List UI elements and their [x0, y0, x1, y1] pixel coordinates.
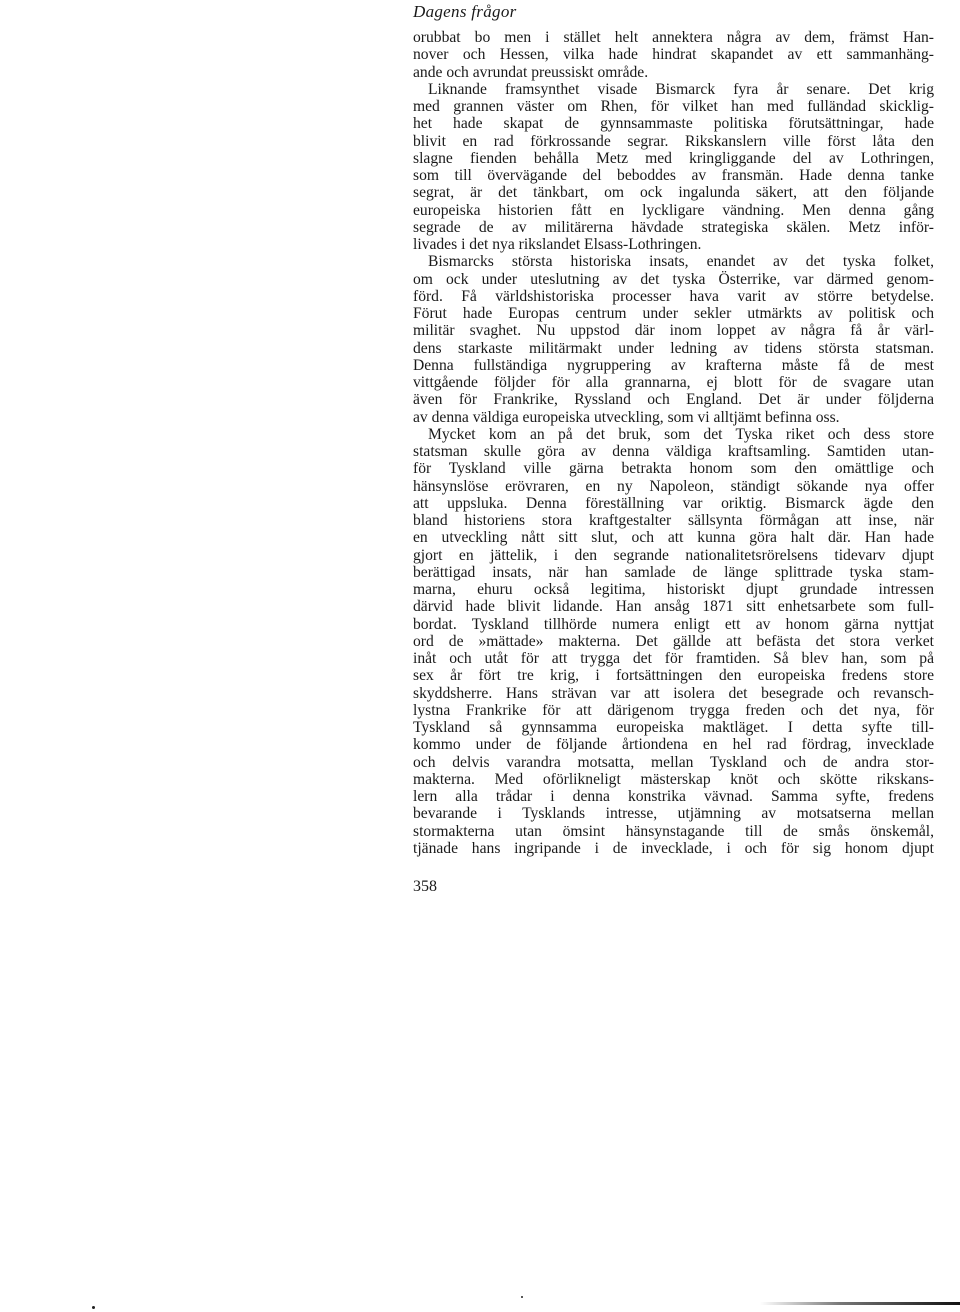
text-line: blivit en rad förkrossande segrar. Rikskanslern ville först låta den [413, 132, 934, 150]
text-line: nover och Hessen, vilka hade hindrat skapandet av ett sammanhäng- [413, 46, 934, 64]
text-line: lystna Frankrike för att därigenom trygga freden och det nya, för [413, 701, 934, 719]
text-line: gjort en jättelik, i den segrande nationalitetsrörelsens tidevarv djupt [413, 546, 934, 564]
scan-edge-mark [760, 1302, 960, 1305]
text-line: segrat, är det tänkbart, om ock ingalunda säkert, att den följande [413, 184, 934, 202]
text-line: Förut hade Europas centrum under sekler utmärkts av politisk och [413, 305, 934, 322]
text-line: för Tyskland ville gärna betrakta honom som den omättlige och [413, 460, 934, 478]
text-line: Mycket kom an på det bruk, som det Tyska riket och dess store [428, 425, 934, 443]
text-line: dens starkaste militärmakt under ledning av tidens största statsman. [413, 339, 934, 357]
text-line: makterna. Med oförlikneligt mästerskap knöt och skötte rikskans- [413, 770, 934, 788]
text-line: Denna fullständiga nygruppering av krafterna måste få de mest [413, 356, 934, 374]
text-line: statsman skulle göra av denna väldiga kraftsamling. Samtiden utan- [413, 443, 934, 460]
page-number: 358 [413, 878, 437, 895]
text-line: därvid hade blivit lidande. Han ansåg 1871 sitt enhetsarbete som full- [413, 598, 934, 616]
text-line: att uppsluka. Denna föreställning var oriktig. Bismarck ägde den [413, 494, 934, 512]
text-line: het hade skapat de gynnsammaste politiska förutsättningar, hade [413, 115, 934, 133]
text-line: om ock under uteslutning av det tyska Österrike, var därmed genom- [413, 270, 934, 288]
text-line: livades i det nya rikslandet Elsass-Lothringen. [413, 236, 702, 253]
scan-speck [92, 1306, 95, 1309]
text-line: militär svaghet. Nu uppstod där inom loppet av några få år värl- [413, 322, 934, 340]
running-head: Dagens frågor [413, 2, 517, 21]
text-line: bordat. Tyskland tillhörde numera enligt ett av honom gärna nyttjat [413, 615, 934, 633]
text-line: Liknande framsynthet visade Bismarck fyra år senare. Det krig [428, 80, 934, 98]
text-line: stormakterna utan ömsint hänsynstagande till de smås önskemål, [413, 822, 934, 840]
text-line: ord de »mättade» makterna. Det gällde att befästa det stora verket [413, 632, 934, 650]
scan-speck [521, 1296, 523, 1298]
text-line: marna, ehuru också legitima, historiskt djupt grundade intressen [413, 581, 934, 598]
text-line: bevarande i Tysklands intresse, utjämning av motsatserna mellan [413, 805, 934, 823]
text-line: en utveckling nått sitt slut, och att kunna göra halt där. Han hade [413, 529, 934, 547]
body-text [413, 29, 934, 857]
text-line: kommo under de följande årtiondena en hel rad fördrag, invecklade [413, 736, 934, 754]
text-line: sex år fört tre krig, i fortsättningen den europeiska fredens store [413, 667, 934, 685]
text-line: förd. Få världshistoriska processer hava varit av större betydelse. [413, 287, 934, 305]
text-line: inåt och utåt för att trygga det för framtiden. Så blev han, som på [413, 650, 934, 667]
text-line: och delvis varandra motsatta, mellan Tyskland och de andra stor- [413, 753, 934, 771]
text-line: hänsynslöse erövraren, en ny Napoleon, ständigt sökande nya offer [413, 477, 934, 495]
text-line: lern alla trådar i denna konstrika vävnad. Samma syfte, fredens [413, 788, 934, 805]
text-line: med grannen väster om Rhen, för vilket han med fulländad skicklig- [413, 98, 934, 115]
text-line: Bismarcks största historiska insats, enandet av det tyska folket, [428, 253, 934, 271]
text-line: tjänade hans ingripande i de invecklade, i och för sig honom djupt [413, 839, 934, 857]
text-line: orubbat bo men i stället helt annektera några av dem, främst Han- [413, 29, 934, 46]
text-line: Tyskland så gynnsamma europeiska maktläget. I detta syfte till- [413, 719, 934, 736]
text-line: av denna väldiga europeiska utveckling, som vi alltjämt befinna oss. [413, 408, 840, 426]
text-line: skyddsherre. Hans strävan var att isolera det besegrade och revansch- [413, 684, 934, 702]
text-line: berättigad insats, när han samlade de länge splittrade tyska stam- [413, 563, 934, 581]
text-line: europeiska historien fått en lyckligare vändning. Men denna gång [413, 201, 934, 219]
text-line: ande och avrundat preussiskt område. [413, 63, 649, 81]
text-line: segrade de av militärerna hävdade strategiska skälen. Metz inför- [413, 218, 934, 236]
text-line: som till övervägande del beboddes av fransmän. Hade denna tanke [413, 167, 934, 184]
text-line: även för Frankrike, Ryssland och England. Det är under följderna [413, 391, 934, 409]
text-line: vittgående följder för alla grannarna, ej blott för de svagare utan [413, 374, 934, 391]
text-line: bland historiens stora kraftgestalter sällsynta förmågan att inse, när [413, 512, 934, 529]
text-line: slagne fienden behålla Metz med kringliggande del av Lothringen, [413, 149, 934, 167]
